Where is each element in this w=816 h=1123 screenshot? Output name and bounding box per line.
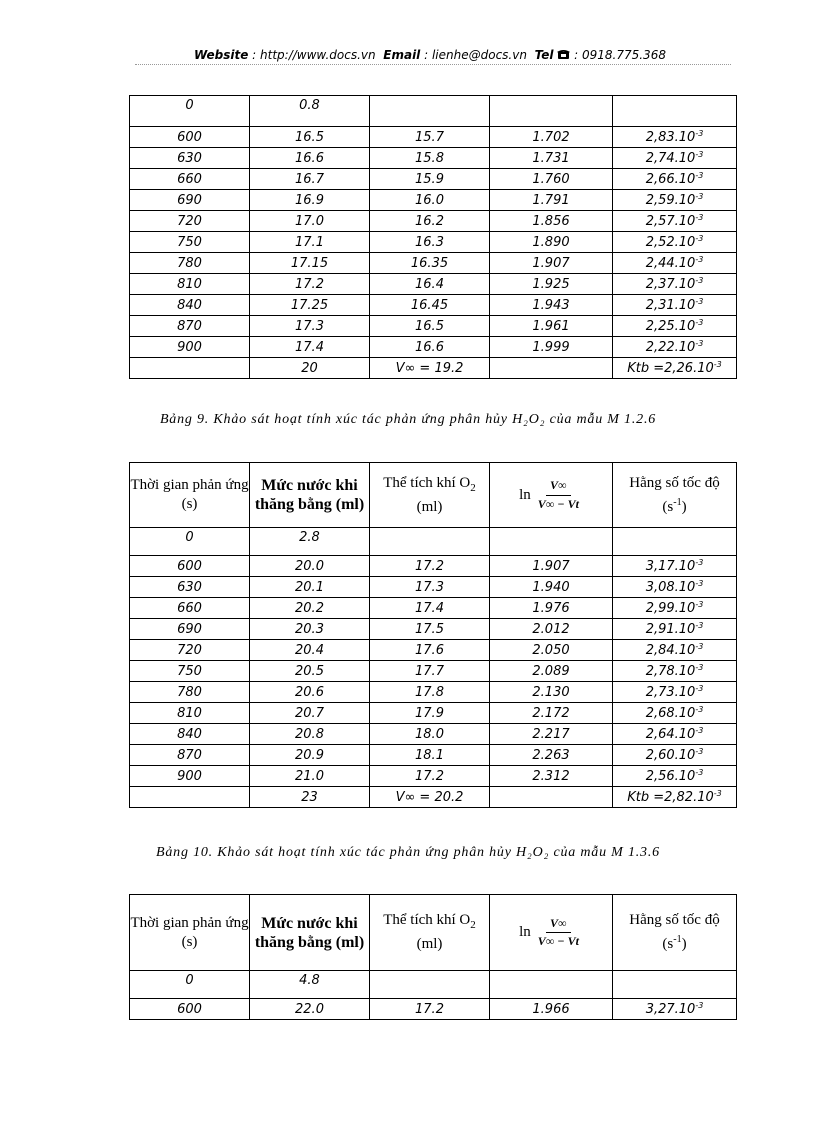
table-cell: 810 xyxy=(130,274,250,295)
table-cell: 2.012 xyxy=(490,619,613,640)
rate-constant-exponent: -3 xyxy=(695,747,704,756)
rate-constant-mantissa: 2,44.10 xyxy=(645,256,696,271)
table-cell: 1.940 xyxy=(490,577,613,598)
rate-unit-exponent: -1 xyxy=(673,934,682,945)
col-header-water-level: Mức nước khi thăng bằng (ml) xyxy=(250,895,370,971)
rate-constant-mantissa: 2,57.10 xyxy=(645,214,696,229)
table-cell: 660 xyxy=(130,598,250,619)
table-row xyxy=(130,337,737,358)
table-cell: 20.4 xyxy=(250,640,370,661)
table-cell xyxy=(370,528,490,556)
table-cell: 1.999 xyxy=(490,337,613,358)
rate-constant-cell xyxy=(613,337,737,358)
rate-constant-cell xyxy=(613,148,737,169)
rate-constant-mantissa: 2,56.10 xyxy=(645,769,696,784)
table-cell: V∞ = 20.2 xyxy=(370,787,490,808)
table-cell: 900 xyxy=(130,337,250,358)
fraction-denominator: V∞ − Vt xyxy=(537,496,579,511)
gas-volume-prefix: Thể tích khí O xyxy=(383,474,471,491)
rate-constant-mantissa: 2,91.10 xyxy=(645,622,696,637)
table-cell: 1.760 xyxy=(490,169,613,190)
table-cell: 2.8 xyxy=(250,528,370,556)
rate-constant-mantissa: 3,27.10 xyxy=(645,1002,696,1017)
table-cell: 17.7 xyxy=(370,661,490,682)
table-cell xyxy=(613,528,737,556)
rate-constant-exponent: -3 xyxy=(695,600,704,609)
rate-constant-exponent: -3 xyxy=(713,789,722,798)
table-cell: 2.263 xyxy=(490,745,613,766)
website-value: : http://www.docs.vn xyxy=(248,48,376,62)
table-cell: 20.5 xyxy=(250,661,370,682)
table-cell: 17.15 xyxy=(250,253,370,274)
table-cell: 4.8 xyxy=(250,971,370,999)
table-cell: 17.4 xyxy=(370,598,490,619)
rate-constant-mantissa: 2,37.10 xyxy=(645,277,696,292)
table-cell: 16.2 xyxy=(370,211,490,232)
rate-unit-close: ) xyxy=(681,936,687,952)
rate-constant-exponent: -3 xyxy=(695,297,704,306)
rate-constant-mantissa: 2,84.10 xyxy=(645,643,696,658)
gas-volume-suffix: (ml) xyxy=(416,936,443,952)
table-cell xyxy=(370,971,490,999)
rate-constant-cell xyxy=(613,556,737,577)
table-cell: 20.3 xyxy=(250,619,370,640)
rate-constant-mantissa: 2,64.10 xyxy=(645,727,696,742)
table-cell: 17.2 xyxy=(370,766,490,787)
rate-constant-cell xyxy=(613,253,737,274)
table-cell: 16.6 xyxy=(250,148,370,169)
table-cell: 900 xyxy=(130,766,250,787)
table-cell: 17.1 xyxy=(250,232,370,253)
rate-constant-exponent: -3 xyxy=(695,318,704,327)
table-cell: 1.907 xyxy=(490,556,613,577)
table-row xyxy=(130,766,737,787)
table-cell: 1.890 xyxy=(490,232,613,253)
table-cell: 17.5 xyxy=(370,619,490,640)
table-cell xyxy=(490,96,613,127)
rate-unit-base: (s xyxy=(662,498,674,515)
rate-constant-cell xyxy=(613,169,737,190)
rate-unit-close: ) xyxy=(681,498,687,515)
rate-constant-exponent: -3 xyxy=(695,129,704,138)
table-row-initial xyxy=(130,528,737,556)
table-cell: 16.3 xyxy=(370,232,490,253)
rate-constant-cell xyxy=(613,295,737,316)
table-cell: 1.791 xyxy=(490,190,613,211)
table-cell: 720 xyxy=(130,640,250,661)
table-cell: V∞ = 19.2 xyxy=(370,358,490,379)
rate-constant-cell xyxy=(613,682,737,703)
table-cell: 20.9 xyxy=(250,745,370,766)
table-cell: 1.702 xyxy=(490,127,613,148)
table-header-row xyxy=(130,463,737,528)
data-table-9 xyxy=(129,462,737,808)
rate-constant-cell xyxy=(613,232,737,253)
table-cell: 2.217 xyxy=(490,724,613,745)
table-cell: 18.1 xyxy=(370,745,490,766)
table-row xyxy=(130,211,737,232)
col-header-ln-formula xyxy=(490,463,613,528)
table-cell: 17.8 xyxy=(370,682,490,703)
gas-volume-sub: 2 xyxy=(470,481,476,494)
rate-constant-exponent: -3 xyxy=(695,171,704,180)
table-cell xyxy=(490,971,613,999)
table-cell: 16.45 xyxy=(370,295,490,316)
table-row xyxy=(130,316,737,337)
rate-constant-exponent: -3 xyxy=(695,558,704,567)
rate-constant-mantissa: 3,08.10 xyxy=(645,580,696,595)
rate-constant-cell xyxy=(613,640,737,661)
rate-constant-mantissa: Ktb =2,26.10 xyxy=(627,361,714,376)
table-cell: 20.7 xyxy=(250,703,370,724)
table-row xyxy=(130,274,737,295)
table-cell: 870 xyxy=(130,316,250,337)
col-header-time: Thời gian phản ứng (s) xyxy=(130,895,250,971)
table-row-initial xyxy=(130,971,737,999)
rate-constant-mantissa: 2,66.10 xyxy=(645,172,696,187)
table-row xyxy=(130,127,737,148)
rate-constant-exponent: -3 xyxy=(695,1001,704,1010)
table-cell: 1.943 xyxy=(490,295,613,316)
table-cell: 17.9 xyxy=(370,703,490,724)
rate-unit-base: (s xyxy=(662,936,674,952)
table-cell: 15.9 xyxy=(370,169,490,190)
rate-constant-mantissa: 2,68.10 xyxy=(645,706,696,721)
table-cell: 20.8 xyxy=(250,724,370,745)
table-cell xyxy=(490,528,613,556)
email-value: : lienhe@docs.vn xyxy=(420,48,527,62)
table-cell: 17.3 xyxy=(250,316,370,337)
table-cell: 17.2 xyxy=(370,556,490,577)
col-header-rate-constant xyxy=(613,463,737,528)
table-row xyxy=(130,295,737,316)
col-header-ln-formula xyxy=(490,895,613,971)
tel-value: : 0918.775.368 xyxy=(570,48,666,62)
table-cell: 22.0 xyxy=(250,999,370,1020)
table-row xyxy=(130,640,737,661)
table-row xyxy=(130,148,737,169)
table-cell: 0.8 xyxy=(250,96,370,127)
table-cell xyxy=(490,787,613,808)
rate-constant-exponent: -3 xyxy=(695,768,704,777)
rate-constant-mantissa: 2,78.10 xyxy=(645,664,696,679)
rate-unit-exponent: -1 xyxy=(673,496,682,508)
table-cell: 1.976 xyxy=(490,598,613,619)
ln-function: ln xyxy=(519,924,531,940)
rate-constant-mantissa: 2,73.10 xyxy=(645,685,696,700)
table-cell: 15.7 xyxy=(370,127,490,148)
table-row xyxy=(130,556,737,577)
rate-constant-exponent: -3 xyxy=(695,684,704,693)
table-cell: 870 xyxy=(130,745,250,766)
table-caption-10: Bảng 10. Khảo sát hoạt tính xúc tác phản ứng phân hủy H₂O₂ của mẫu M 1.3.6 xyxy=(156,845,660,860)
rate-constant-cell xyxy=(613,766,737,787)
table-cell: 20.1 xyxy=(250,577,370,598)
rate-constant-exponent: -3 xyxy=(713,360,722,369)
rate-constant-cell xyxy=(613,745,737,766)
data-table-continued xyxy=(129,95,737,379)
fraction-numerator: V∞ xyxy=(546,917,571,933)
table-row xyxy=(130,661,737,682)
rate-constant-cell xyxy=(613,999,737,1020)
table-summary-row xyxy=(130,787,737,808)
table-cell: 600 xyxy=(130,999,250,1020)
rate-constant-mantissa: 2,31.10 xyxy=(645,298,696,313)
table-cell: 690 xyxy=(130,619,250,640)
table-header-row xyxy=(130,895,737,971)
rate-constant-mantissa: 2,22.10 xyxy=(645,340,696,355)
table-cell xyxy=(613,971,737,999)
ln-function: ln xyxy=(519,486,531,503)
rate-constant-exponent: -3 xyxy=(695,276,704,285)
fraction-numerator: V∞ xyxy=(546,479,571,495)
rate-constant-cell xyxy=(613,274,737,295)
table-cell: 20.2 xyxy=(250,598,370,619)
rate-constant-mantissa: 3,17.10 xyxy=(645,559,696,574)
table-row xyxy=(130,190,737,211)
table-cell: 720 xyxy=(130,211,250,232)
table-cell: 840 xyxy=(130,724,250,745)
table-row xyxy=(130,577,737,598)
gas-volume-suffix: (ml) xyxy=(416,498,443,515)
table-cell: 17.0 xyxy=(250,211,370,232)
table-cell: 17.3 xyxy=(370,577,490,598)
table-cell: 16.4 xyxy=(370,274,490,295)
table-row-initial xyxy=(130,96,737,127)
table-cell: 1.856 xyxy=(490,211,613,232)
table-cell: 17.6 xyxy=(370,640,490,661)
table-summary-row xyxy=(130,358,737,379)
table-cell: 810 xyxy=(130,703,250,724)
rate-constant-cell xyxy=(613,619,737,640)
rate-constant-mantissa: 2,83.10 xyxy=(645,130,696,145)
table-cell: 0 xyxy=(130,96,250,127)
rate-constant-mantissa: 2,52.10 xyxy=(645,235,696,250)
page-header xyxy=(130,48,730,63)
table-cell: 630 xyxy=(130,148,250,169)
rate-constant-mantissa: 2,99.10 xyxy=(645,601,696,616)
table-cell: 660 xyxy=(130,169,250,190)
col-header-gas-volume xyxy=(370,895,490,971)
table-caption-9: Bảng 9. Khảo sát hoạt tính xúc tác phản ứng phân hủy H₂O₂ của mẫu M 1.2.6 xyxy=(159,412,657,427)
table-cell: 18.0 xyxy=(370,724,490,745)
table-cell: 1.925 xyxy=(490,274,613,295)
rate-constant-mantissa: 2,74.10 xyxy=(645,151,696,166)
table-cell: 16.35 xyxy=(370,253,490,274)
table-cell: 23 xyxy=(250,787,370,808)
header-divider xyxy=(135,64,731,65)
table-cell: 600 xyxy=(130,127,250,148)
rate-constant-exponent: -3 xyxy=(695,150,704,159)
table-row xyxy=(130,682,737,703)
table-cell: 1.907 xyxy=(490,253,613,274)
table-row xyxy=(130,232,737,253)
table-cell: 20.6 xyxy=(250,682,370,703)
rate-constant-exponent: -3 xyxy=(695,642,704,651)
table-cell: 780 xyxy=(130,682,250,703)
rate-constant-exponent: -3 xyxy=(695,192,704,201)
rate-constant-cell xyxy=(613,316,737,337)
gas-volume-prefix: Thể tích khí O xyxy=(383,912,471,928)
table-cell: 1.961 xyxy=(490,316,613,337)
rate-constant-exponent: -3 xyxy=(695,339,704,348)
table-cell: 16.5 xyxy=(370,316,490,337)
table-cell: 630 xyxy=(130,577,250,598)
table-cell: 750 xyxy=(130,661,250,682)
table-cell: 16.5 xyxy=(250,127,370,148)
table-row xyxy=(130,724,737,745)
col-header-time: Thời gian phản ứng (s) xyxy=(130,463,250,528)
table-row xyxy=(130,169,737,190)
rate-constant-exponent: -3 xyxy=(695,621,704,630)
table-cell: 2.172 xyxy=(490,703,613,724)
rate-constant-mantissa: 2,60.10 xyxy=(645,748,696,763)
table-cell xyxy=(490,358,613,379)
table-cell: 2.050 xyxy=(490,640,613,661)
table-row xyxy=(130,253,737,274)
data-table-10 xyxy=(129,894,737,1020)
rate-constant-cell xyxy=(613,190,737,211)
table-cell: 780 xyxy=(130,253,250,274)
rate-constant-cell xyxy=(613,787,737,808)
table-cell: 0 xyxy=(130,528,250,556)
rate-constant-cell xyxy=(613,358,737,379)
gas-volume-sub: 2 xyxy=(470,919,476,931)
col-header-gas-volume xyxy=(370,463,490,528)
rate-constant-exponent: -3 xyxy=(695,213,704,222)
rate-constant-cell xyxy=(613,724,737,745)
rate-constant-cell xyxy=(613,661,737,682)
table-row xyxy=(130,703,737,724)
table-cell: 16.0 xyxy=(370,190,490,211)
table-cell: 1.966 xyxy=(490,999,613,1020)
table-cell: 17.25 xyxy=(250,295,370,316)
table-cell: 16.9 xyxy=(250,190,370,211)
table-cell: 600 xyxy=(130,556,250,577)
table-cell: 17.2 xyxy=(250,274,370,295)
rate-constant-cell xyxy=(613,703,737,724)
table-cell: 20 xyxy=(250,358,370,379)
table-cell: 840 xyxy=(130,295,250,316)
rate-header-label: Hằng số tốc độ xyxy=(629,474,720,491)
table-cell: 2.089 xyxy=(490,661,613,682)
rate-constant-cell xyxy=(613,127,737,148)
rate-constant-exponent: -3 xyxy=(695,726,704,735)
rate-constant-mantissa: Ktb =2,82.10 xyxy=(627,790,714,805)
table-cell: 16.6 xyxy=(370,337,490,358)
table-cell: 2.130 xyxy=(490,682,613,703)
rate-constant-cell xyxy=(613,211,737,232)
rate-constant-exponent: -3 xyxy=(695,255,704,264)
table-cell xyxy=(130,358,250,379)
table-row xyxy=(130,745,737,766)
rate-constant-exponent: -3 xyxy=(695,663,704,672)
table-row xyxy=(130,598,737,619)
table-cell: 2.312 xyxy=(490,766,613,787)
table-cell: 690 xyxy=(130,190,250,211)
table-row xyxy=(130,619,737,640)
tel-label: Tel xyxy=(534,48,554,62)
rate-constant-cell xyxy=(613,598,737,619)
table-cell: 21.0 xyxy=(250,766,370,787)
table-cell xyxy=(130,787,250,808)
rate-header-label: Hằng số tốc độ xyxy=(629,912,720,928)
rate-constant-exponent: -3 xyxy=(695,705,704,714)
table-cell: 16.7 xyxy=(250,169,370,190)
table-cell xyxy=(370,96,490,127)
phone-icon xyxy=(557,49,570,63)
table-cell: 17.2 xyxy=(370,999,490,1020)
table-cell xyxy=(613,96,737,127)
table-cell: 750 xyxy=(130,232,250,253)
table-row xyxy=(130,999,737,1020)
col-header-water-level: Mức nước khi thăng bằng (ml) xyxy=(250,463,370,528)
email-label: Email xyxy=(383,48,421,62)
table-cell: 15.8 xyxy=(370,148,490,169)
table-cell: 1.731 xyxy=(490,148,613,169)
rate-constant-exponent: -3 xyxy=(695,234,704,243)
fraction-denominator: V∞ − Vt xyxy=(537,934,579,948)
rate-constant-cell xyxy=(613,577,737,598)
website-label: Website xyxy=(194,48,249,62)
col-header-rate-constant xyxy=(613,895,737,971)
table-cell: 20.0 xyxy=(250,556,370,577)
table-cell: 17.4 xyxy=(250,337,370,358)
rate-constant-mantissa: 2,59.10 xyxy=(645,193,696,208)
rate-constant-exponent: -3 xyxy=(695,579,704,588)
table-cell: 0 xyxy=(130,971,250,999)
rate-constant-mantissa: 2,25.10 xyxy=(645,319,696,334)
